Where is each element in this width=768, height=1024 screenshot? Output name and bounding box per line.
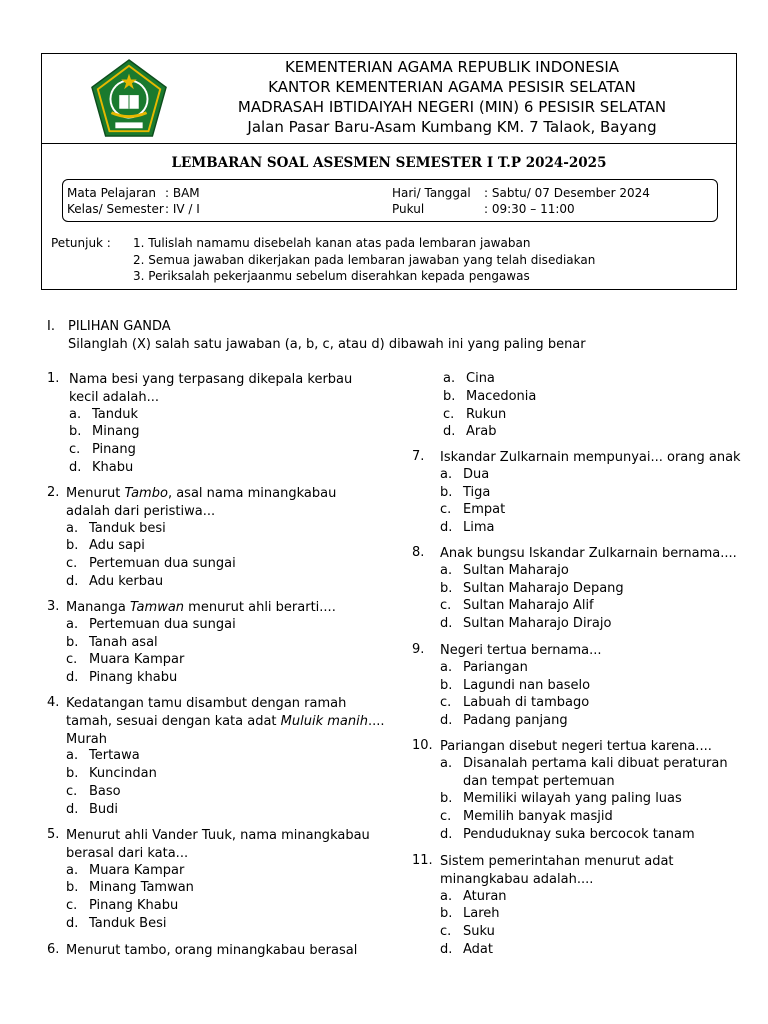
option-letter: a. bbox=[440, 755, 453, 771]
option-letter: c. bbox=[66, 784, 78, 799]
option-text: Sultan Maharajo bbox=[463, 562, 569, 578]
option-text: Tertawa bbox=[89, 748, 140, 764]
option-text: Memilih banyak masjid bbox=[463, 809, 613, 825]
question-text: minangkabau adalah.... bbox=[440, 871, 594, 887]
option-text: Muara Kampar bbox=[89, 652, 185, 668]
option-letter: b. bbox=[69, 424, 82, 440]
ministry-name: KEMENTERIAN AGAMA REPUBLIK INDONESIA bbox=[284, 58, 620, 76]
option-text: Memiliki wilayah yang paling luas bbox=[463, 791, 682, 807]
question-number: 3. bbox=[47, 599, 60, 614]
question-number: 8. bbox=[412, 545, 425, 560]
option-text: Pertemuan dua sungai bbox=[89, 556, 236, 572]
option-letter: d. bbox=[69, 460, 82, 475]
option-letter: d. bbox=[440, 616, 453, 632]
option-text: Dua bbox=[463, 466, 490, 482]
option-text: Adat bbox=[463, 942, 493, 957]
option-text: Kuncindan bbox=[89, 766, 157, 782]
question-number: 5. bbox=[47, 827, 60, 842]
question-text: Iskandar Zulkarnain mempunyai... orang anak bbox=[440, 450, 741, 465]
option-text: dan tempat pertemuan bbox=[463, 773, 615, 789]
option-letter: a. bbox=[66, 748, 79, 764]
question-text: berasal dari kata... bbox=[66, 845, 189, 861]
option-letter: b. bbox=[440, 580, 453, 596]
option-letter: b. bbox=[440, 677, 453, 693]
option-text: Minang bbox=[92, 424, 140, 440]
option-text: Pariangan bbox=[463, 659, 528, 675]
question-text: Menurut ahli Vander Tuuk, nama minangkabau bbox=[66, 828, 370, 843]
question-text: Kedatangan tamu disambut dengan ramah bbox=[66, 696, 347, 711]
option-letter: b. bbox=[440, 906, 453, 922]
question-text: Sistem pemerintahan menurut adat bbox=[440, 854, 674, 869]
option-letter: a. bbox=[443, 371, 456, 386]
question-number: 2. bbox=[47, 485, 60, 500]
subject-value: : BAM bbox=[165, 186, 200, 200]
instruction-item: 3. Periksalah pekerjaanmu sebelum diserahkan kepada pengawas bbox=[133, 269, 530, 283]
option-text: Tanduk besi bbox=[89, 520, 166, 536]
option-text: Sultan Maharajo Alif bbox=[463, 598, 594, 614]
option-letter: a. bbox=[66, 520, 79, 536]
option-text: Aturan bbox=[463, 888, 507, 904]
time-label: Pukul bbox=[392, 202, 425, 216]
question-text: Negeri tertua bernama... bbox=[440, 643, 602, 658]
option-letter: b. bbox=[66, 880, 79, 896]
option-text: Sultan Maharajo Depang bbox=[463, 580, 624, 596]
option-text: Pinang Khabu bbox=[89, 898, 179, 914]
header-box bbox=[41, 53, 737, 290]
option-letter: c. bbox=[440, 809, 452, 825]
option-letter: d. bbox=[440, 827, 453, 842]
question-number: 1. bbox=[47, 371, 60, 386]
subject-label: Mata Pelajaran bbox=[67, 186, 157, 200]
school-address: Jalan Pasar Baru-Asam Kumbang KM. 7 Talaok, Bayang bbox=[247, 118, 657, 136]
instruction-item: 1. Tulislah namamu disebelah kanan atas pada lembaran jawaban bbox=[133, 236, 531, 250]
option-letter: a. bbox=[66, 616, 79, 632]
option-letter: d. bbox=[440, 520, 453, 536]
option-letter: c. bbox=[69, 442, 81, 458]
sheet-title: LEMBARAN SOAL ASESMEN SEMESTER I T.P 2024-2025 bbox=[171, 155, 607, 171]
option-letter: a. bbox=[66, 862, 79, 878]
option-letter: d. bbox=[66, 670, 79, 686]
option-letter: c. bbox=[440, 924, 452, 940]
option-text: Pertemuan dua sungai bbox=[89, 616, 236, 632]
kemenag-logo bbox=[90, 58, 168, 140]
question-text: adalah dari peristiwa... bbox=[66, 503, 216, 519]
question-text: Murah bbox=[66, 731, 108, 747]
question-number: 4. bbox=[47, 695, 60, 710]
institution-heading bbox=[172, 57, 732, 137]
option-text: Adu kerbau bbox=[89, 574, 164, 589]
class-value: : IV / I bbox=[165, 202, 200, 216]
option-letter: c. bbox=[66, 898, 78, 914]
option-text: Muara Kampar bbox=[89, 862, 185, 878]
day-value: : Sabtu/ 07 Desember 2024 bbox=[484, 186, 650, 200]
option-letter: b. bbox=[66, 634, 79, 650]
question-number: 6. bbox=[47, 942, 60, 957]
option-text: Budi bbox=[89, 801, 119, 817]
question-text: Anak bungsu Iskandar Zulkarnain bernama.... bbox=[440, 546, 737, 561]
question-number: 10. bbox=[412, 738, 433, 753]
question-text: kecil adalah... bbox=[69, 389, 159, 405]
option-text: Lareh bbox=[463, 906, 500, 922]
day-label: Hari/ Tanggal bbox=[392, 186, 471, 200]
option-text: Padang panjang bbox=[463, 713, 568, 729]
question-text: tamah, sesuai dengan kata adat Muluik manih.... bbox=[66, 713, 385, 729]
option-letter: c. bbox=[440, 502, 452, 518]
question-text: Nama besi yang terpasang dikepala kerbau bbox=[69, 372, 353, 387]
option-text: Adu sapi bbox=[89, 538, 145, 554]
question-text: Menurut Tambo, asal nama minangkabau bbox=[66, 486, 337, 501]
option-letter: c. bbox=[66, 652, 78, 668]
option-letter: a. bbox=[440, 888, 453, 904]
option-text: Empat bbox=[463, 502, 506, 518]
option-text: Khabu bbox=[92, 460, 134, 475]
option-letter: d. bbox=[66, 801, 79, 817]
option-text: Lagundi nan baselo bbox=[463, 677, 591, 693]
option-text: Pinang khabu bbox=[89, 670, 178, 686]
option-letter: d. bbox=[440, 942, 453, 957]
option-letter: c. bbox=[66, 556, 78, 572]
time-value: : 09:30 – 11:00 bbox=[484, 202, 575, 216]
option-letter: d. bbox=[66, 574, 79, 589]
option-text: Lima bbox=[463, 520, 495, 536]
option-text: Tiga bbox=[463, 484, 491, 500]
option-text: Labuah di tambago bbox=[463, 695, 590, 711]
option-text: Macedonia bbox=[466, 388, 537, 404]
option-letter: a. bbox=[440, 466, 453, 482]
option-letter: b. bbox=[443, 388, 456, 404]
option-text: Penduduknay suka bercocok tanam bbox=[463, 827, 695, 842]
question-number: 7. bbox=[412, 449, 425, 464]
option-text: Cina bbox=[466, 371, 495, 386]
section-number: I. bbox=[47, 319, 55, 334]
option-text: Pinang bbox=[92, 442, 136, 458]
option-text: Baso bbox=[89, 784, 121, 799]
option-letter: b. bbox=[440, 791, 453, 807]
question-text: Pariangan disebut negeri tertua karena.... bbox=[440, 739, 712, 754]
option-text: Sultan Maharajo Dirajo bbox=[463, 616, 612, 632]
header-divider bbox=[42, 143, 736, 144]
option-text: Rukun bbox=[466, 406, 507, 422]
option-letter: b. bbox=[440, 484, 453, 500]
option-letter: a. bbox=[440, 659, 453, 675]
option-text: Arab bbox=[466, 424, 497, 440]
question-number: 9. bbox=[412, 642, 425, 657]
section-subtitle: Silanglah (X) salah satu jawaban (a, b, c, atau d) dibawah ini yang paling benar bbox=[68, 337, 586, 352]
option-text: Tanduk bbox=[92, 406, 139, 422]
option-letter: a. bbox=[440, 562, 453, 578]
option-text: Minang Tamwan bbox=[89, 880, 194, 896]
option-text: Tanduk Besi bbox=[89, 916, 167, 931]
option-letter: a. bbox=[69, 406, 82, 422]
office-name: KANTOR KEMENTERIAN AGAMA PESISIR SELATAN bbox=[268, 78, 636, 96]
question-number: 11. bbox=[412, 853, 433, 868]
option-letter: c. bbox=[440, 598, 452, 614]
instruction-item: 2. Semua jawaban dikerjakan pada lembaran jawaban yang telah disediakan bbox=[133, 252, 596, 267]
option-letter: d. bbox=[443, 424, 456, 440]
option-letter: c. bbox=[440, 695, 452, 711]
option-letter: d. bbox=[440, 713, 453, 729]
option-text: Suku bbox=[463, 924, 495, 940]
option-text: Tanah asal bbox=[89, 634, 158, 650]
section-title: PILIHAN GANDA bbox=[68, 319, 171, 334]
class-label: Kelas/ Semester bbox=[67, 202, 164, 216]
option-letter: b. bbox=[66, 538, 79, 554]
instructions-label: Petunjuk : bbox=[51, 236, 111, 250]
option-letter: c. bbox=[443, 406, 455, 422]
info-box bbox=[62, 179, 718, 222]
question-text: Mananga Tamwan menurut ahli berarti.... bbox=[66, 600, 336, 615]
option-letter: b. bbox=[66, 766, 79, 782]
option-letter: d. bbox=[66, 916, 79, 931]
school-name: MADRASAH IBTIDAIYAH NEGERI (MIN) 6 PESISIR SELATAN bbox=[237, 98, 667, 116]
option-text: Disanalah pertama kali dibuat peraturan bbox=[463, 755, 728, 771]
question-text: Menurut tambo, orang minangkabau berasal bbox=[66, 943, 358, 958]
